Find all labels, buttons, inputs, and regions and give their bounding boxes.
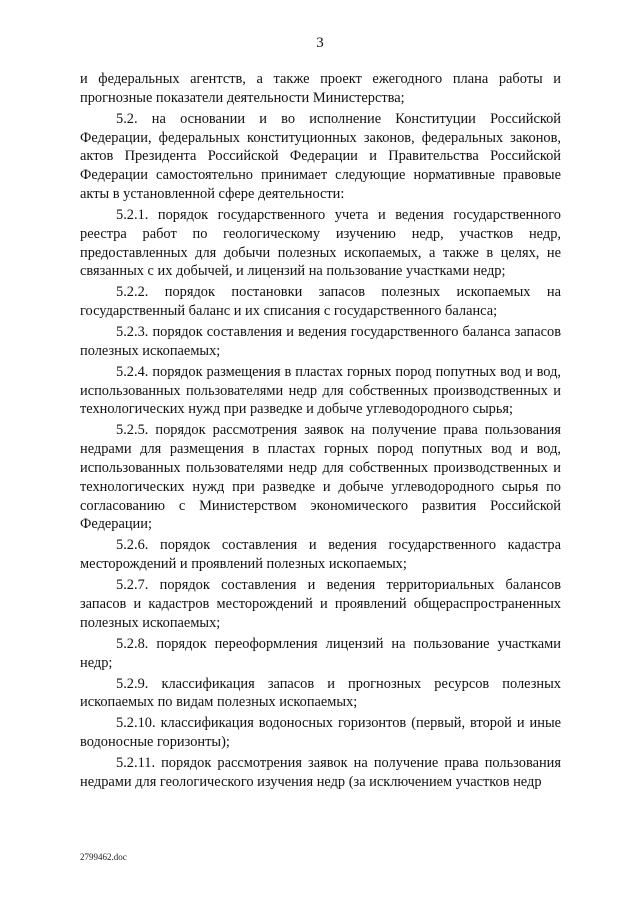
paragraph-5-2-1: 5.2.1. порядок государственного учета и ведения государственного реестра работ по геологическому изучению недр, участков недр, предоставленных для добычи полезных ископаемых, а также в целях, не связанных с их добычей, и лицензий на пользование участками недр;: [80, 206, 561, 280]
paragraph-5-2-11: 5.2.11. порядок рассмотрения заявок на получение права пользования недрами для геологического изучения недр (за исключением участков недр: [80, 755, 561, 790]
page-number: 3: [316, 35, 324, 51]
paragraph-5-2-7: 5.2.7. порядок составления и ведения территориальных балансов запасов и кадастров месторождений и проявлений общераспространенных полезных ископаемых;: [80, 577, 561, 631]
paragraph-5-2-3: 5.2.3. порядок составления и ведения государственного баланса запасов полезных ископаемых;: [80, 324, 561, 359]
paragraph-5-2-10: 5.2.10. классификация водоносных горизонтов (первый, второй и иные водоносные горизонты);: [80, 715, 561, 751]
document-body: [80, 70, 561, 794]
paragraph-continuation: и федеральных агентств, а также проект ежегодного плана работы и прогнозные показатели деятельности Министерства;: [80, 71, 561, 106]
paragraph-5-2-8: 5.2.8. порядок переоформления лицензий на пользование участками недр;: [80, 635, 561, 671]
paragraph-5-2-4: 5.2.4. порядок размещения в пластах горных пород попутных вод и вод, использованных пользователями недр для собственных производственных и технологических нужд при разведке и добыче углеводородного сырья;: [80, 363, 561, 418]
paragraph-5-2-5: 5.2.5. порядок рассмотрения заявок на получение права пользования недрами для размещения в пластах горных пород попутных вод и вод, использованных пользователями недр для собственных производственных и технологических нужд при разведке и добыче углеводородного сырья по согласованию с Министерством экономического развития Российской Федерации;: [80, 422, 561, 533]
paragraph-5-2-6: 5.2.6. порядок составления и ведения государственного кадастра месторождений и проявлений полезных ископаемых;: [80, 537, 561, 573]
paragraph-5-2-2: 5.2.2. порядок постановки запасов полезных ископаемых на государственный баланс и их списания с государственного баланса;: [80, 284, 561, 320]
paragraph-5-2-9: 5.2.9. классификация запасов и прогнозных ресурсов полезных ископаемых по видам полезных ископаемых;: [80, 675, 561, 711]
document-file-code: 2799462.doc: [80, 852, 127, 862]
paragraph-5-2: 5.2. на основании и во исполнение Конституции Российской Федерации, федеральных конституционных законов, федеральных законов, актов Президента Российской Федерации и Правительства Российской Федерации самостоятельно принимает следующие нормативные правовые акты в установленной сфере деятельности:: [80, 110, 561, 202]
